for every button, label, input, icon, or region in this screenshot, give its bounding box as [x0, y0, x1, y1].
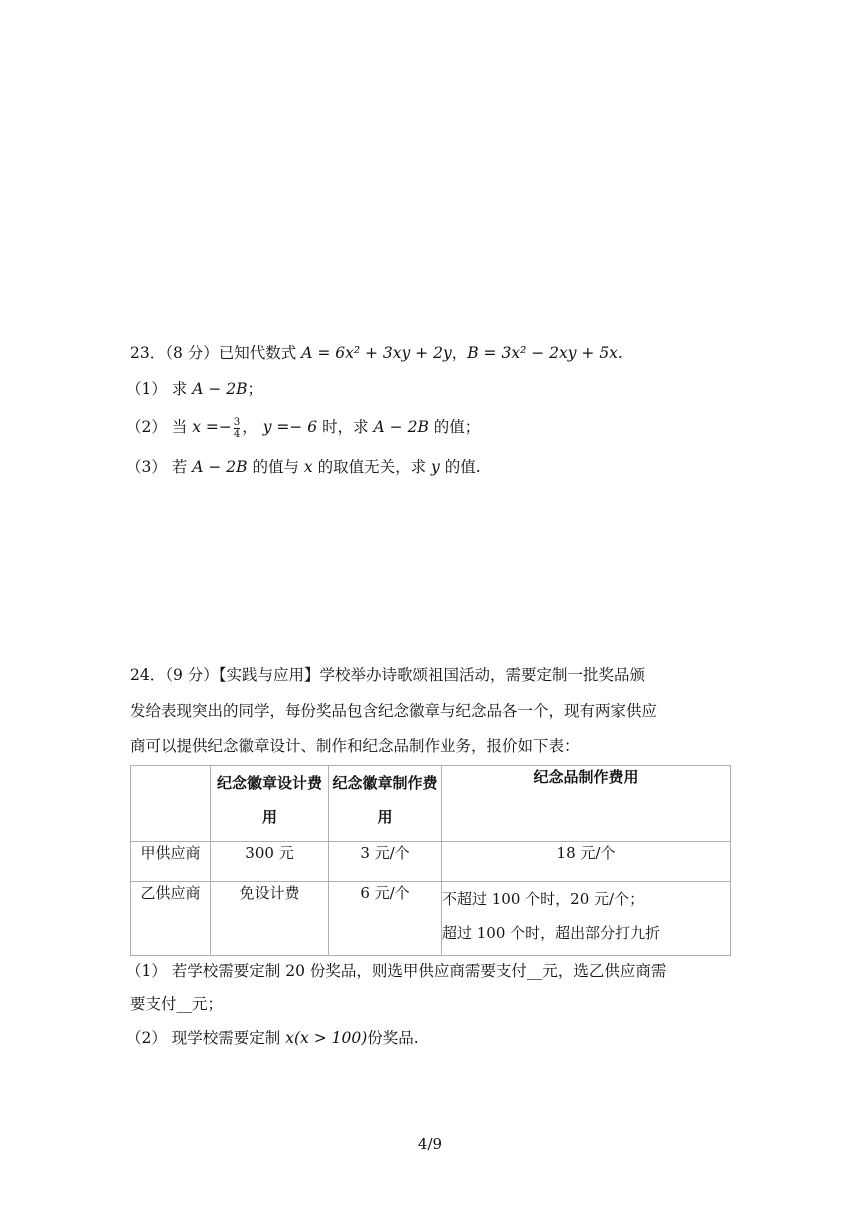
supplier-a-badge-fee: 3 元/个 — [329, 842, 442, 882]
q24-part-1-line-1: （1） 若学校需要定制 20 份奖品，则选甲供应商需要支付__元，选乙供应商需 — [126, 962, 667, 980]
q23-head: 23．（8 分）已知代数式 — [130, 344, 297, 362]
q23-statement — [130, 342, 623, 364]
q23-p3-mid2: 的取值无关，求 — [312, 458, 427, 476]
q23-part-1 — [126, 378, 263, 400]
header-badge-design: 纪念徽章设计费用 — [211, 766, 329, 842]
q23-p2-label: （2） 当 — [126, 418, 188, 436]
q23-p1-expr: A − 2B — [192, 380, 248, 398]
q23-p3-y: y — [431, 458, 440, 476]
supplier-b-design-fee: 免设计费 — [211, 882, 329, 956]
q24-line-1: 24．（9 分）【实践与应用】学校举办诗歌颂祖国活动，需要定制一批奖品颁 — [130, 666, 646, 684]
fraction-denominator: 4 — [233, 428, 241, 440]
header-badge-make: 纪念徽章制作费用 — [329, 766, 442, 842]
q23-expr-a: A = 6x² + 3xy + 2y — [301, 344, 452, 362]
supplier-b-souvenir-rule-1: 不超过 100 个时，20 元/个； — [442, 890, 645, 908]
supplier-b-name: 乙供应商 — [131, 882, 211, 956]
q24-line-3: 商可以提供纪念徽章设计、制作和纪念品制作业务，报价如下表： — [130, 737, 580, 755]
supplier-a-souvenir-fee: 18 元/个 — [442, 842, 731, 882]
q23-p2-fraction — [234, 417, 240, 440]
header-empty — [131, 766, 211, 842]
q23-part-3 — [126, 456, 481, 478]
q23-p3-mid: 的值与 — [247, 458, 299, 476]
q23-p3-expr: A − 2B — [192, 458, 248, 476]
q23-p2-when: 时，求 — [317, 418, 369, 436]
q23-p2-expr: A − 2B — [373, 418, 429, 436]
supplier-b-souvenir-rule-2: 超过 100 个时，超出部分打九折 — [442, 924, 661, 942]
q23-p3-label: （3） 若 — [126, 458, 188, 476]
q24-p2-expr: x(x > 100) — [285, 1029, 368, 1047]
q23-expr-b: B = 3x² − 2xy + 5x. — [467, 344, 623, 362]
q23-p2-mid: ， — [242, 418, 258, 436]
q23-p3-end: 的值. — [439, 458, 481, 476]
q23-p2-end: 的值； — [428, 418, 481, 436]
q23-p2-x: x =− — [192, 418, 232, 436]
supplier-b-badge-fee: 6 元/个 — [329, 882, 442, 956]
table-header-row — [131, 766, 731, 842]
q24-part-1-line-2: 要支付__元； — [130, 995, 224, 1013]
price-table — [130, 765, 731, 956]
q23-p1-label: （1） 求 — [126, 380, 188, 398]
q24-part-2 — [126, 1027, 419, 1049]
supplier-a-design-fee: 300 元 — [211, 842, 329, 882]
q23-p1-end: ； — [247, 380, 264, 398]
supplier-a-name: 甲供应商 — [131, 842, 211, 882]
supplier-b-souvenir-fee — [442, 882, 731, 956]
fraction-numerator: 3 — [233, 416, 241, 428]
table-row — [131, 842, 731, 882]
header-souvenir-make: 纪念品制作费用 — [442, 766, 731, 842]
q24-p2-label: （2） 现学校需要定制 — [126, 1029, 281, 1047]
q24-line-2: 发给表现突出的同学，每份奖品包含纪念徽章与纪念品各一个，现有两家供应 — [130, 702, 658, 720]
table-row — [131, 882, 731, 956]
page-number: 4/9 — [417, 1135, 443, 1153]
q23-p3-x: x — [303, 458, 313, 476]
q23-part-2 — [126, 416, 480, 440]
q23-sep: ， — [451, 344, 468, 362]
q23-p2-y: y =− 6 — [262, 418, 318, 436]
q24-p2-end: 份奖品. — [367, 1029, 419, 1047]
